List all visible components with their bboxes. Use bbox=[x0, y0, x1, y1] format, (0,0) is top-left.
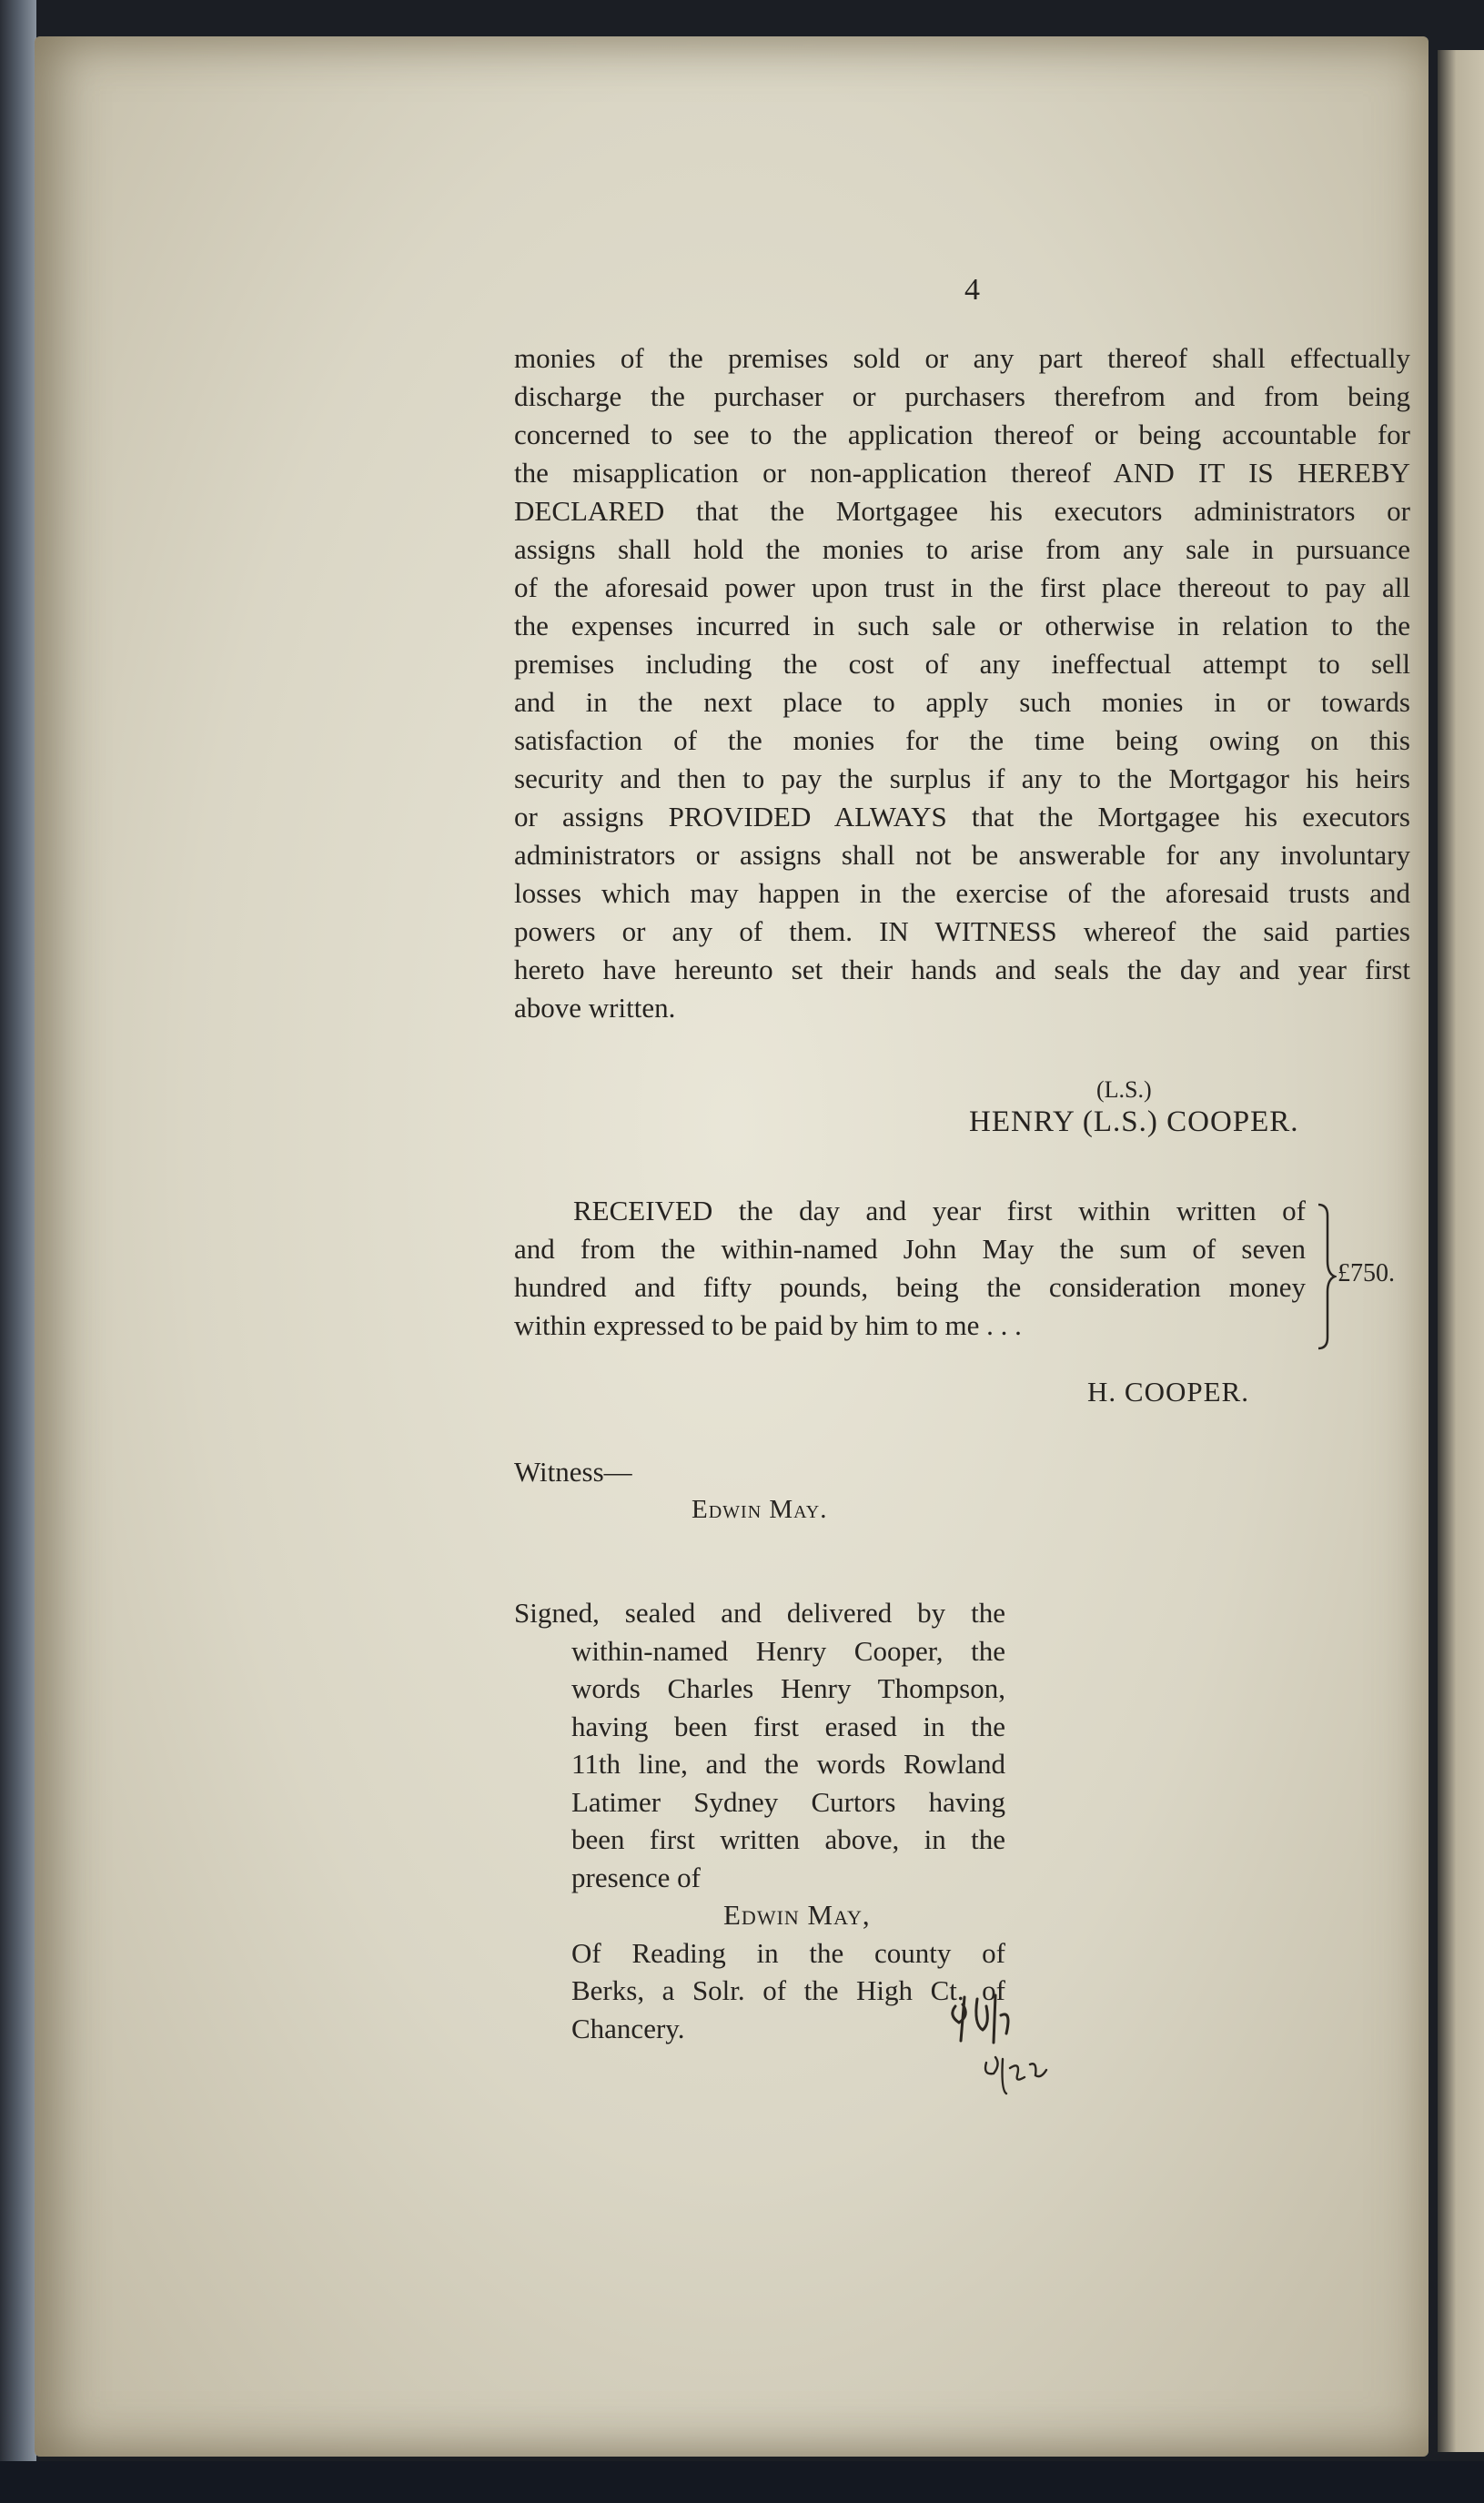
attestation-line: Latimer Sydney Curtors having bbox=[571, 1785, 1005, 1818]
attestation-line: words Charles Henry Thompson, bbox=[571, 1672, 1005, 1704]
receipt-line: RECEIVED the day and year first within written of bbox=[573, 1195, 1306, 1226]
body-line: the misapplication or non-application thereof AND IT IS HEREBY bbox=[514, 457, 1410, 489]
body-line: DECLARED that the Mortgagee his executors administrators or bbox=[514, 495, 1410, 527]
adjacent-page-edge bbox=[1438, 50, 1484, 2452]
attestation-line: been first written above, in the bbox=[571, 1823, 1005, 1855]
body-line: premises including the cost of any ineffectual attempt to sell bbox=[514, 648, 1410, 680]
book-binding bbox=[0, 0, 36, 2503]
body-line: concerned to see to the application thereof or being accountable for bbox=[514, 419, 1410, 450]
body-line: and in the next place to apply such monies in or towards bbox=[514, 686, 1410, 718]
receipt-amount: £750. bbox=[1338, 1259, 1395, 1287]
attestation-line: 11th line, and the words Rowland bbox=[571, 1748, 1005, 1780]
receipt-line: hundred and fifty pounds, being the consideration money bbox=[514, 1271, 1306, 1303]
brace-icon bbox=[1315, 1203, 1337, 1350]
body-line: discharge the purchaser or purchasers therefrom and from being bbox=[514, 380, 1410, 412]
handwritten-annotation bbox=[946, 1988, 1074, 2106]
seal-mark: (L.S.) bbox=[1096, 1076, 1152, 1103]
signature-h-cooper: H. COOPER. bbox=[1087, 1376, 1249, 1408]
attestation-witness-name: Edwin May, bbox=[723, 1899, 871, 1931]
body-line: losses which may happen in the exercise of the aforesaid trusts and bbox=[514, 877, 1410, 909]
witness-label: Witness— bbox=[514, 1456, 632, 1488]
body-line: monies of the premises sold or any part thereof shall effectually bbox=[514, 342, 1410, 374]
page-content bbox=[514, 0, 1410, 2457]
deed-body-text bbox=[514, 339, 1410, 1027]
receipt-line: within expressed to be paid by him to me . . . bbox=[514, 1309, 1022, 1341]
body-line: powers or any of them. IN WITNESS whereof the said parties bbox=[514, 915, 1410, 947]
body-line: hereto have hereunto set their hands and seals the day and year first bbox=[514, 954, 1410, 985]
attestation-line: Of Reading in the county of bbox=[571, 1936, 1005, 1969]
attestation-line: Berks, a Solr. of the High Ct. of bbox=[571, 1974, 1005, 2006]
body-line: security and then to pay the surplus if any to the Mortgagor his heirs bbox=[514, 762, 1410, 794]
body-line: or assigns PROVIDED ALWAYS that the Mortgagee his executors bbox=[514, 801, 1410, 833]
attestation-line: within-named Henry Cooper, the bbox=[571, 1634, 1005, 1667]
page-number: 4 bbox=[964, 273, 980, 307]
body-line: assigns shall hold the monies to arise from any sale in pursuance bbox=[514, 533, 1410, 565]
body-line: satisfaction of the monies for the time being owing on this bbox=[514, 724, 1410, 756]
receipt-line: and from the within-named John May the sum of seven bbox=[514, 1233, 1306, 1265]
body-line: administrators or assigns shall not be answerable for any involuntary bbox=[514, 839, 1410, 871]
body-line: the expenses incurred in such sale or otherwise in relation to the bbox=[514, 610, 1410, 641]
body-line: above written. bbox=[514, 992, 676, 1024]
witness-name: Edwin May. bbox=[692, 1495, 828, 1524]
signature-henry-cooper: HENRY (L.S.) COOPER. bbox=[969, 1105, 1299, 1138]
receipt-clause bbox=[514, 1192, 1306, 1345]
scan-bottom-edge bbox=[0, 2461, 1484, 2503]
attestation-clause bbox=[514, 1594, 1005, 2047]
attestation-line: Signed, sealed and delivered by the bbox=[514, 1597, 1005, 1629]
attestation-line: having been first erased in the bbox=[571, 1710, 1005, 1742]
attestation-line: Chancery. bbox=[571, 2012, 685, 2044]
body-line: of the aforesaid power upon trust in the first place thereout to pay all bbox=[514, 571, 1410, 603]
attestation-line: presence of bbox=[571, 1861, 701, 1893]
